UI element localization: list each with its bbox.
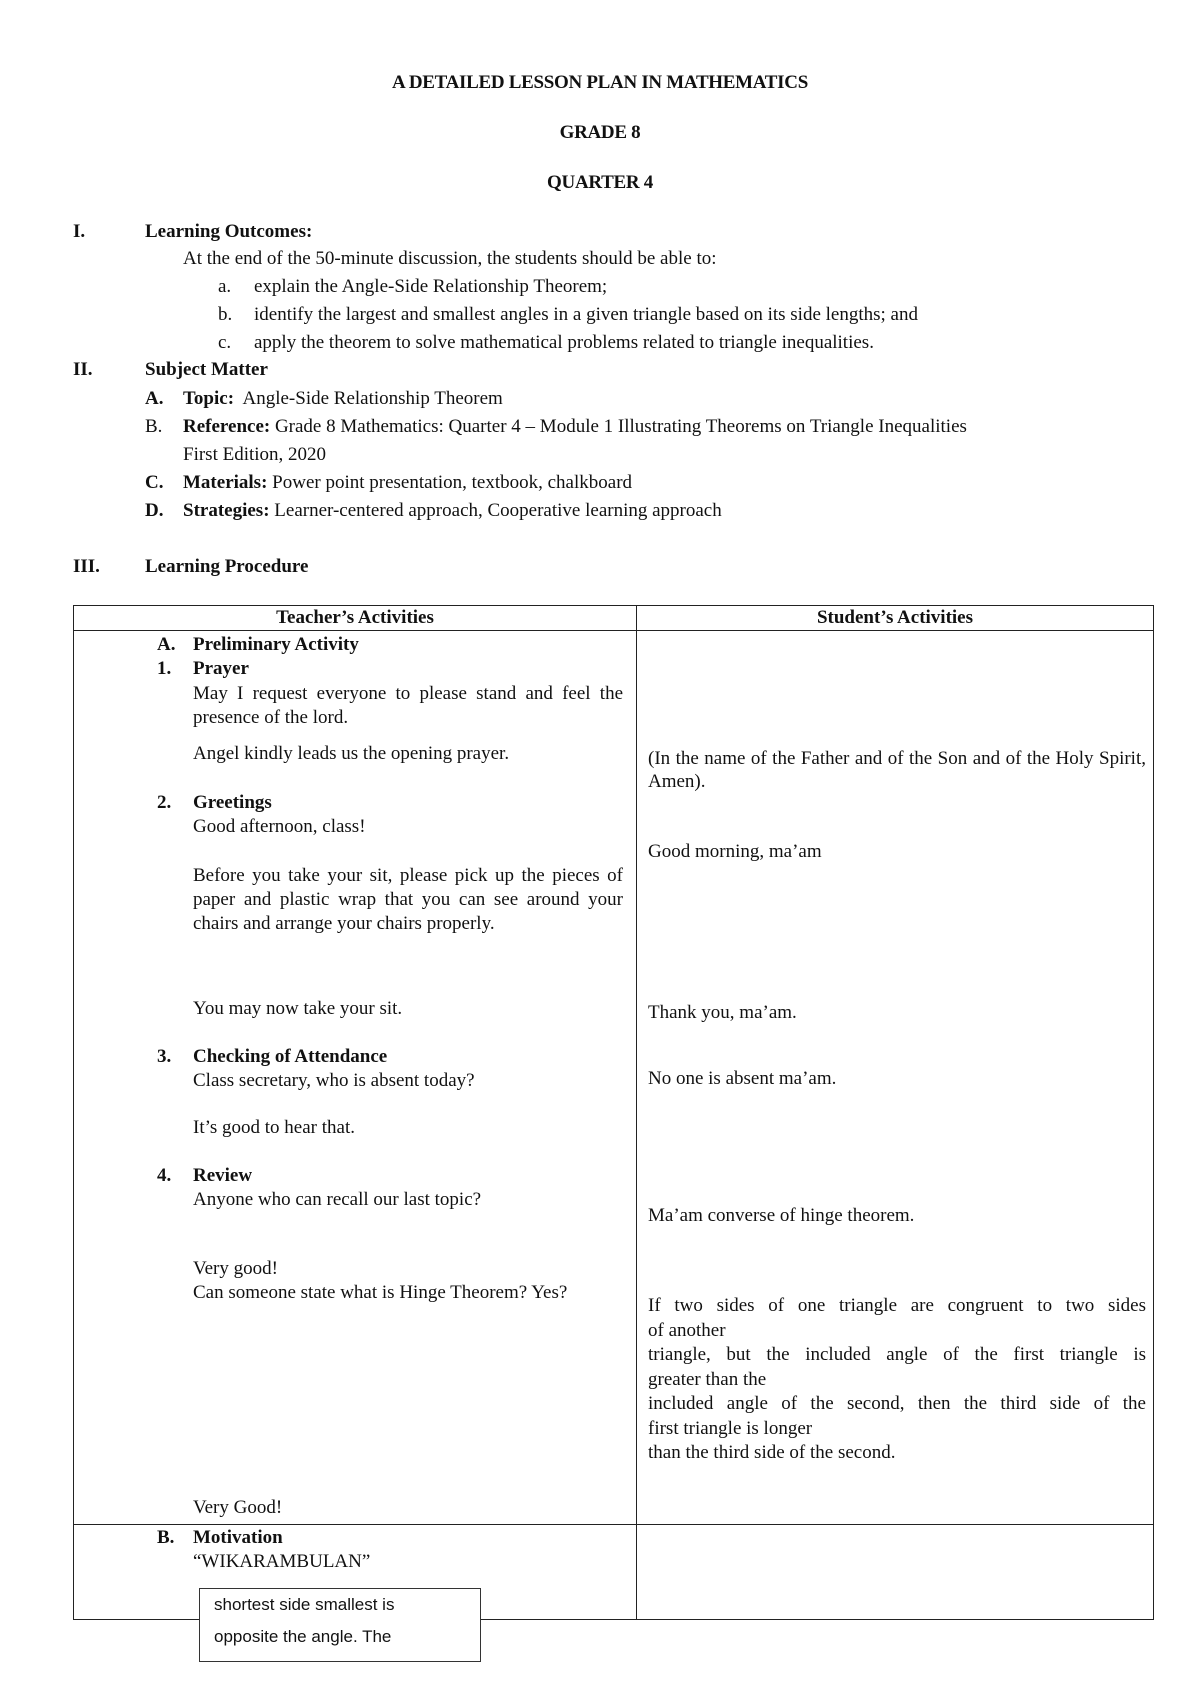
table-row	[74, 631, 1154, 1525]
reference-label: Reference:	[183, 416, 271, 437]
motivation-activity-name: “WIKARAMBULAN”	[193, 1551, 371, 1572]
grade-heading: GRADE 8	[559, 122, 641, 143]
materials-marker: C.	[145, 472, 164, 493]
greetings-instruction-text: Before you take your sit, please pick up the pieces of paper and plastic wrap that you can see around your chairs and arrange your chairs properly.	[193, 865, 623, 934]
student-column-header: Student’s Activities	[637, 606, 1154, 631]
section-2-title: Subject Matter	[145, 359, 268, 380]
section-3-title: Learning Procedure	[145, 556, 309, 577]
strategies-line	[183, 500, 722, 522]
callout-line: shortest side smallest is	[214, 1595, 395, 1614]
materials-label: Materials:	[183, 472, 268, 493]
outcome-marker: a.	[218, 276, 232, 297]
student-prayer-response: (In the name of the Father and of the Son and of the Holy Spirit, Amen).	[648, 748, 1146, 792]
review-praise-2: Very Good!	[193, 1497, 283, 1518]
prayer-request-text: May I request everyone to please stand and feel the presence of the lord.	[193, 683, 623, 728]
student-cell	[637, 631, 1154, 1525]
greetings-text: Good afternoon, class!	[193, 816, 366, 837]
motivation-title: Motivation	[193, 1527, 283, 1548]
hinge-answer-line: triangle, but the included angle of the first triangle is	[648, 1344, 1146, 1365]
outcome-marker: b.	[218, 304, 233, 325]
hinge-answer-line: of another	[648, 1319, 726, 1341]
section-1-title: Learning Outcomes:	[145, 221, 313, 242]
outcome-item: identify the largest and smallest angles in a given triangle based on its side lengths; and	[254, 304, 918, 325]
student-thanks-response: Thank you, ma’am.	[648, 1002, 797, 1023]
attendance-question: Class secretary, who is absent today?	[193, 1070, 475, 1091]
prayer-lead-text: Angel kindly leads us the opening prayer.	[193, 743, 510, 764]
hinge-answer-line: greater than the	[648, 1368, 767, 1390]
attendance-marker: 3.	[157, 1046, 172, 1067]
topic-line	[183, 388, 503, 410]
topic-label: Topic:	[183, 388, 235, 409]
motivation-text-box	[199, 1588, 481, 1662]
student-attendance-response: No one is absent ma’am.	[648, 1068, 837, 1089]
motivation-marker: B.	[157, 1527, 175, 1548]
strategies-label: Strategies:	[183, 500, 270, 521]
callout-line: opposite the angle. The	[214, 1627, 392, 1646]
document-title: A DETAILED LESSON PLAN IN MATHEMATICS	[392, 72, 808, 93]
prayer-title: Prayer	[193, 658, 249, 679]
strategies-value: Learner-centered approach, Cooperative learning approach	[274, 500, 722, 521]
section-2-number: II.	[73, 359, 93, 380]
hinge-answer-line: If two sides of one triangle are congruent to two sides	[648, 1295, 1146, 1316]
quarter-heading: QUARTER 4	[547, 172, 653, 193]
materials-line	[183, 472, 632, 494]
student-greeting-response: Good morning, ma’am	[648, 841, 822, 862]
review-title: Review	[193, 1165, 253, 1186]
outcome-marker: c.	[218, 332, 232, 353]
reference-marker: B.	[145, 416, 163, 437]
greetings-title: Greetings	[193, 792, 272, 813]
attendance-title: Checking of Attendance	[193, 1046, 388, 1067]
review-hinge-question: Can someone state what is Hinge Theorem? Yes?	[193, 1282, 568, 1303]
hinge-answer-line: than the third side of the second.	[648, 1442, 896, 1463]
topic-marker: A.	[145, 388, 164, 409]
student-review-response: Ma’am converse of hinge theorem.	[648, 1205, 915, 1226]
section-1-number: I.	[73, 221, 86, 242]
teacher-column-header: Teacher’s Activities	[74, 606, 637, 631]
review-question: Anyone who can recall our last topic?	[193, 1189, 482, 1210]
outcome-item: apply the theorem to solve mathematical problems related to triangle inequalities.	[254, 332, 874, 353]
prelim-marker: A.	[157, 634, 176, 655]
materials-value: Power point presentation, textbook, chalkboard	[272, 472, 633, 493]
table-header-row	[74, 606, 1154, 631]
review-praise: Very good!	[193, 1258, 278, 1279]
teacher-cell	[74, 631, 637, 1525]
learning-procedure-table	[73, 605, 1154, 1620]
hinge-answer-line: first triangle is longer	[648, 1417, 813, 1439]
review-marker: 4.	[157, 1165, 172, 1186]
reference-line	[183, 416, 967, 438]
attendance-response: It’s good to hear that.	[193, 1117, 355, 1138]
student-cell	[637, 1525, 1154, 1620]
section-3-number: III.	[73, 556, 100, 577]
reference-edition: First Edition, 2020	[183, 444, 327, 465]
reference-value: Grade 8 Mathematics: Quarter 4 – Module 1 Illustrating Theorems on Triangle Inequalities	[274, 416, 967, 437]
prayer-marker: 1.	[157, 658, 172, 679]
greetings-sit-text: You may now take your sit.	[193, 998, 403, 1019]
student-hinge-answer	[648, 1294, 1146, 1466]
topic-value: Angle-Side Relationship Theorem	[242, 388, 503, 409]
outcome-item: explain the Angle-Side Relationship Theorem;	[254, 276, 608, 297]
prelim-title: Preliminary Activity	[193, 634, 359, 655]
greetings-marker: 2.	[157, 792, 172, 813]
strategies-marker: D.	[145, 500, 164, 521]
hinge-answer-line: included angle of the second, then the third side of the	[648, 1393, 1146, 1414]
outcomes-intro: At the end of the 50-minute discussion, the students should be able to:	[183, 248, 717, 269]
